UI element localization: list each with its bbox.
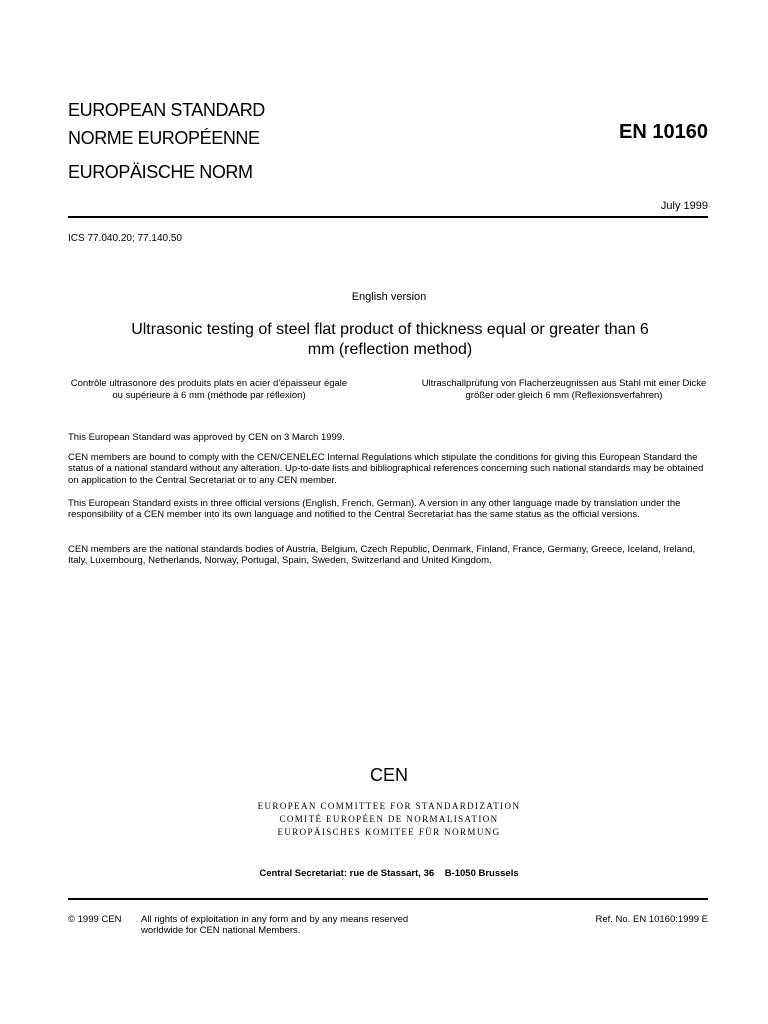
header-divider	[68, 216, 708, 218]
approval-paragraph: This European Standard was approved by CEN on 3 March 1999.	[68, 432, 345, 443]
publication-date: July 1999	[660, 200, 708, 212]
header-line-english: EUROPEAN STANDARD	[68, 100, 265, 120]
versions-paragraph: This European Standard exists in three official versions (English, French, German). A version in any other language made by translation under the responsibility of a CEN member into its own language and notified to the Central Secretariat has the same status as the official versions.	[68, 498, 681, 521]
compliance-paragraph: CEN members are bound to comply with the CEN/CENELEC Internal Regulations which stipulate the conditions for giving this European Standard the status of a national standard without any alteration. Up-to-date lists and bibliographical references concerning such national standards may be obtained on application to the Central Secretariat or to any CEN member.	[68, 452, 704, 486]
header-line-german: EUROPÄISCHE NORM	[68, 162, 253, 182]
ics-code: ICS 77.040.20; 77.140.50	[68, 233, 182, 244]
cen-logo: CEN	[369, 765, 408, 785]
language-version: English version	[351, 291, 427, 303]
french-title: Contrôle ultrasonore des produits plats en acier d'épaisseur égale ou supérieure à 6 mm (méthode par réflexion)	[70, 378, 348, 401]
german-title: Ultraschallprüfung von Flacherzeugnissen aus Stahl mit einer Dicke größer oder gleich 6 mm (Reflexionsverfahren)	[421, 378, 707, 401]
rights-notice: All rights of exploitation in any form and by any means reserved worldwide for CEN national Members.	[141, 914, 409, 937]
document-title: Ultrasonic testing of steel flat product of thickness equal or greater than 6 mm (reflection method)	[131, 321, 649, 358]
members-paragraph: CEN members are the national standards bodies of Austria, Belgium, Czech Republic, Denmark, Finland, France, Germany, Greece, Iceland, Ireland, Italy, Luxembourg, Netherlands, Norway, Portugal, Spain, Sweden, Switzerland and United Kingdom.	[68, 544, 696, 567]
footer-divider	[68, 898, 708, 900]
secretariat-address: Central Secretariat: rue de Stassart, 36 B-1050 Brussels	[259, 868, 519, 879]
copyright: © 1999 CEN	[68, 914, 122, 925]
committee-name-german: EUROPÄISCHES KOMITEE FÜR NORMUNG	[277, 827, 501, 837]
header-line-french: NORME EUROPÉENNE	[68, 128, 260, 148]
standard-number: EN 10160	[619, 121, 708, 143]
committee-name-french: COMITÉ EUROPÉEN DE NORMALISATION	[279, 814, 499, 824]
reference-number: Ref. No. EN 10160:1999 E	[595, 914, 708, 925]
committee-name-english: EUROPEAN COMMITTEE FOR STANDARDIZATION	[257, 801, 521, 811]
